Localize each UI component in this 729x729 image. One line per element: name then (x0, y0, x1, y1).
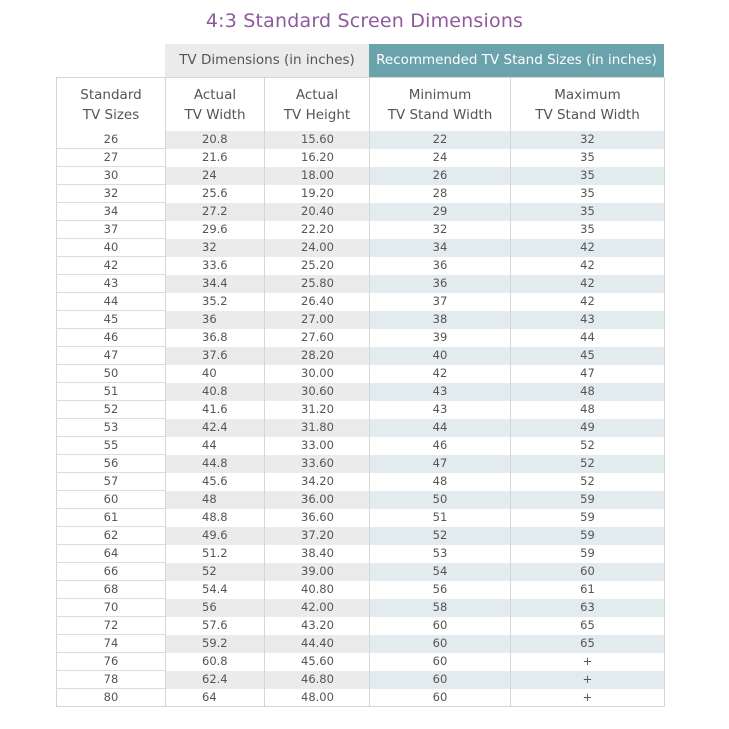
table-row (57, 527, 665, 545)
actual-tv-width-cell: 54.4 (166, 581, 265, 599)
maximum-stand-width-cell: 52 (511, 473, 665, 491)
maximum-stand-width-cell: + (511, 689, 665, 707)
minimum-stand-width-cell: 43 (370, 401, 511, 419)
actual-tv-height-cell: 28.20 (265, 347, 370, 365)
standard-tv-size-cell: 53 (57, 419, 166, 437)
standard-tv-size-cell: 68 (57, 581, 166, 599)
actual-tv-width-cell: 52 (166, 563, 265, 581)
actual-tv-width-cell: 42.4 (166, 419, 265, 437)
table-row (57, 491, 665, 509)
minimum-stand-width-cell: 52 (370, 527, 511, 545)
standard-tv-size-cell: 55 (57, 437, 166, 455)
minimum-stand-width-cell: 38 (370, 311, 511, 329)
table-row (57, 347, 665, 365)
maximum-stand-width-cell: 48 (511, 401, 665, 419)
standard-tv-size-cell: 46 (57, 329, 166, 347)
actual-tv-width-cell: 41.6 (166, 401, 265, 419)
actual-tv-width-cell: 64 (166, 689, 265, 707)
minimum-stand-width-cell: 29 (370, 203, 511, 221)
minimum-stand-width-cell: 36 (370, 275, 511, 293)
maximum-stand-width-cell: 52 (511, 455, 665, 473)
table-row (57, 419, 665, 437)
column-header-minimum-stand-width: Minimum TV Stand Width (370, 78, 511, 132)
actual-tv-height-cell: 26.40 (265, 293, 370, 311)
table-row (57, 167, 665, 185)
actual-tv-width-cell: 21.6 (166, 149, 265, 167)
maximum-stand-width-cell: 65 (511, 635, 665, 653)
standard-tv-size-cell: 52 (57, 401, 166, 419)
table-row (57, 581, 665, 599)
standard-tv-size-cell: 43 (57, 275, 166, 293)
actual-tv-width-cell: 59.2 (166, 635, 265, 653)
table-row (57, 149, 665, 167)
standard-tv-size-cell: 27 (57, 149, 166, 167)
standard-tv-size-cell: 76 (57, 653, 166, 671)
maximum-stand-width-cell: 48 (511, 383, 665, 401)
maximum-stand-width-cell: 35 (511, 167, 665, 185)
actual-tv-width-cell: 49.6 (166, 527, 265, 545)
tv-dimensions-table (56, 77, 665, 707)
actual-tv-width-cell: 35.2 (166, 293, 265, 311)
actual-tv-height-cell: 22.20 (265, 221, 370, 239)
actual-tv-width-cell: 32 (166, 239, 265, 257)
minimum-stand-width-cell: 43 (370, 383, 511, 401)
standard-tv-size-cell: 26 (57, 131, 166, 149)
table-row (57, 437, 665, 455)
table-row (57, 185, 665, 203)
actual-tv-height-cell: 27.00 (265, 311, 370, 329)
actual-tv-height-cell: 39.00 (265, 563, 370, 581)
actual-tv-width-cell: 40 (166, 365, 265, 383)
standard-tv-size-cell: 34 (57, 203, 166, 221)
actual-tv-width-cell: 44 (166, 437, 265, 455)
table-row (57, 221, 665, 239)
actual-tv-height-cell: 18.00 (265, 167, 370, 185)
minimum-stand-width-cell: 37 (370, 293, 511, 311)
column-header-row (57, 78, 665, 132)
actual-tv-width-cell: 51.2 (166, 545, 265, 563)
minimum-stand-width-cell: 58 (370, 599, 511, 617)
standard-tv-size-cell: 60 (57, 491, 166, 509)
standard-tv-size-cell: 70 (57, 599, 166, 617)
actual-tv-height-cell: 46.80 (265, 671, 370, 689)
standard-tv-size-cell: 37 (57, 221, 166, 239)
standard-tv-size-cell: 57 (57, 473, 166, 491)
standard-tv-size-cell: 32 (57, 185, 166, 203)
minimum-stand-width-cell: 39 (370, 329, 511, 347)
table-row (57, 365, 665, 383)
standard-tv-size-cell: 42 (57, 257, 166, 275)
maximum-stand-width-cell: 59 (511, 527, 665, 545)
table-row (57, 563, 665, 581)
maximum-stand-width-cell: 35 (511, 149, 665, 167)
maximum-stand-width-cell: 63 (511, 599, 665, 617)
maximum-stand-width-cell: 35 (511, 221, 665, 239)
actual-tv-width-cell: 57.6 (166, 617, 265, 635)
actual-tv-width-cell: 48.8 (166, 509, 265, 527)
page-title: 4:3 Standard Screen Dimensions (205, 10, 524, 32)
standard-tv-size-cell: 45 (57, 311, 166, 329)
column-header-actual-tv-width: Actual TV Width (166, 78, 265, 132)
actual-tv-width-cell: 44.8 (166, 455, 265, 473)
maximum-stand-width-cell: 42 (511, 257, 665, 275)
actual-tv-height-cell: 30.00 (265, 365, 370, 383)
standard-tv-size-cell: 80 (57, 689, 166, 707)
actual-tv-height-cell: 20.40 (265, 203, 370, 221)
standard-tv-size-cell: 56 (57, 455, 166, 473)
maximum-stand-width-cell: 60 (511, 563, 665, 581)
minimum-stand-width-cell: 56 (370, 581, 511, 599)
standard-tv-size-cell: 47 (57, 347, 166, 365)
minimum-stand-width-cell: 40 (370, 347, 511, 365)
maximum-stand-width-cell: 42 (511, 239, 665, 257)
actual-tv-height-cell: 40.80 (265, 581, 370, 599)
maximum-stand-width-cell: 49 (511, 419, 665, 437)
actual-tv-height-cell: 15.60 (265, 131, 370, 149)
minimum-stand-width-cell: 60 (370, 617, 511, 635)
maximum-stand-width-cell: + (511, 671, 665, 689)
table-row (57, 239, 665, 257)
table-row (57, 635, 665, 653)
minimum-stand-width-cell: 32 (370, 221, 511, 239)
minimum-stand-width-cell: 50 (370, 491, 511, 509)
minimum-stand-width-cell: 60 (370, 689, 511, 707)
maximum-stand-width-cell: 42 (511, 275, 665, 293)
table-row (57, 509, 665, 527)
actual-tv-height-cell: 16.20 (265, 149, 370, 167)
actual-tv-height-cell: 34.20 (265, 473, 370, 491)
actual-tv-width-cell: 34.4 (166, 275, 265, 293)
minimum-stand-width-cell: 60 (370, 635, 511, 653)
actual-tv-height-cell: 45.60 (265, 653, 370, 671)
table-row (57, 617, 665, 635)
actual-tv-width-cell: 40.8 (166, 383, 265, 401)
actual-tv-width-cell: 48 (166, 491, 265, 509)
standard-tv-size-cell: 66 (57, 563, 166, 581)
maximum-stand-width-cell: 59 (511, 491, 665, 509)
actual-tv-height-cell: 44.40 (265, 635, 370, 653)
table-row (57, 275, 665, 293)
actual-tv-height-cell: 25.80 (265, 275, 370, 293)
group-header-tv-dimensions: TV Dimensions (in inches) (165, 44, 369, 77)
actual-tv-height-cell: 19.20 (265, 185, 370, 203)
maximum-stand-width-cell: 61 (511, 581, 665, 599)
actual-tv-height-cell: 43.20 (265, 617, 370, 635)
actual-tv-height-cell: 48.00 (265, 689, 370, 707)
table-row (57, 473, 665, 491)
maximum-stand-width-cell: 44 (511, 329, 665, 347)
actual-tv-height-cell: 24.00 (265, 239, 370, 257)
maximum-stand-width-cell: 43 (511, 311, 665, 329)
actual-tv-height-cell: 30.60 (265, 383, 370, 401)
actual-tv-width-cell: 20.8 (166, 131, 265, 149)
minimum-stand-width-cell: 48 (370, 473, 511, 491)
standard-tv-size-cell: 72 (57, 617, 166, 635)
minimum-stand-width-cell: 36 (370, 257, 511, 275)
actual-tv-width-cell: 36.8 (166, 329, 265, 347)
table-row (57, 329, 665, 347)
standard-tv-size-cell: 50 (57, 365, 166, 383)
actual-tv-height-cell: 33.00 (265, 437, 370, 455)
minimum-stand-width-cell: 51 (370, 509, 511, 527)
table-row (57, 383, 665, 401)
table-row (57, 455, 665, 473)
maximum-stand-width-cell: 45 (511, 347, 665, 365)
minimum-stand-width-cell: 53 (370, 545, 511, 563)
actual-tv-height-cell: 33.60 (265, 455, 370, 473)
minimum-stand-width-cell: 42 (370, 365, 511, 383)
actual-tv-height-cell: 31.80 (265, 419, 370, 437)
actual-tv-width-cell: 60.8 (166, 653, 265, 671)
standard-tv-size-cell: 64 (57, 545, 166, 563)
minimum-stand-width-cell: 28 (370, 185, 511, 203)
actual-tv-width-cell: 27.2 (166, 203, 265, 221)
actual-tv-height-cell: 36.00 (265, 491, 370, 509)
minimum-stand-width-cell: 34 (370, 239, 511, 257)
actual-tv-width-cell: 24 (166, 167, 265, 185)
actual-tv-width-cell: 36 (166, 311, 265, 329)
table-row (57, 599, 665, 617)
column-header-standard-tv-sizes: Standard TV Sizes (57, 78, 166, 132)
actual-tv-height-cell: 25.20 (265, 257, 370, 275)
standard-tv-size-cell: 61 (57, 509, 166, 527)
actual-tv-width-cell: 25.6 (166, 185, 265, 203)
maximum-stand-width-cell: 52 (511, 437, 665, 455)
table-row (57, 257, 665, 275)
standard-tv-size-cell: 30 (57, 167, 166, 185)
minimum-stand-width-cell: 44 (370, 419, 511, 437)
minimum-stand-width-cell: 22 (370, 131, 511, 149)
group-header-recommended-stand-sizes: Recommended TV Stand Sizes (in inches) (369, 44, 664, 77)
standard-tv-size-cell: 74 (57, 635, 166, 653)
maximum-stand-width-cell: 32 (511, 131, 665, 149)
standard-tv-size-cell: 62 (57, 527, 166, 545)
table-row (57, 131, 665, 149)
minimum-stand-width-cell: 47 (370, 455, 511, 473)
actual-tv-width-cell: 56 (166, 599, 265, 617)
actual-tv-width-cell: 29.6 (166, 221, 265, 239)
minimum-stand-width-cell: 46 (370, 437, 511, 455)
table-row (57, 653, 665, 671)
standard-tv-size-cell: 51 (57, 383, 166, 401)
maximum-stand-width-cell: 35 (511, 185, 665, 203)
actual-tv-width-cell: 45.6 (166, 473, 265, 491)
table-row (57, 293, 665, 311)
actual-tv-height-cell: 38.40 (265, 545, 370, 563)
maximum-stand-width-cell: 59 (511, 509, 665, 527)
actual-tv-width-cell: 37.6 (166, 347, 265, 365)
standard-tv-size-cell: 40 (57, 239, 166, 257)
actual-tv-width-cell: 33.6 (166, 257, 265, 275)
table-row (57, 545, 665, 563)
maximum-stand-width-cell: 59 (511, 545, 665, 563)
maximum-stand-width-cell: 42 (511, 293, 665, 311)
table-row (57, 203, 665, 221)
actual-tv-height-cell: 37.20 (265, 527, 370, 545)
maximum-stand-width-cell: 47 (511, 365, 665, 383)
minimum-stand-width-cell: 26 (370, 167, 511, 185)
table-row (57, 671, 665, 689)
column-header-maximum-stand-width: Maximum TV Stand Width (511, 78, 665, 132)
minimum-stand-width-cell: 60 (370, 653, 511, 671)
actual-tv-height-cell: 27.60 (265, 329, 370, 347)
standard-tv-size-cell: 44 (57, 293, 166, 311)
maximum-stand-width-cell: 35 (511, 203, 665, 221)
actual-tv-height-cell: 42.00 (265, 599, 370, 617)
table-row (57, 401, 665, 419)
maximum-stand-width-cell: 65 (511, 617, 665, 635)
table-body (57, 131, 665, 707)
table-row (57, 689, 665, 707)
actual-tv-height-cell: 36.60 (265, 509, 370, 527)
minimum-stand-width-cell: 24 (370, 149, 511, 167)
column-header-actual-tv-height: Actual TV Height (265, 78, 370, 132)
table-row (57, 311, 665, 329)
maximum-stand-width-cell: + (511, 653, 665, 671)
actual-tv-height-cell: 31.20 (265, 401, 370, 419)
actual-tv-width-cell: 62.4 (166, 671, 265, 689)
minimum-stand-width-cell: 54 (370, 563, 511, 581)
minimum-stand-width-cell: 60 (370, 671, 511, 689)
standard-tv-size-cell: 78 (57, 671, 166, 689)
